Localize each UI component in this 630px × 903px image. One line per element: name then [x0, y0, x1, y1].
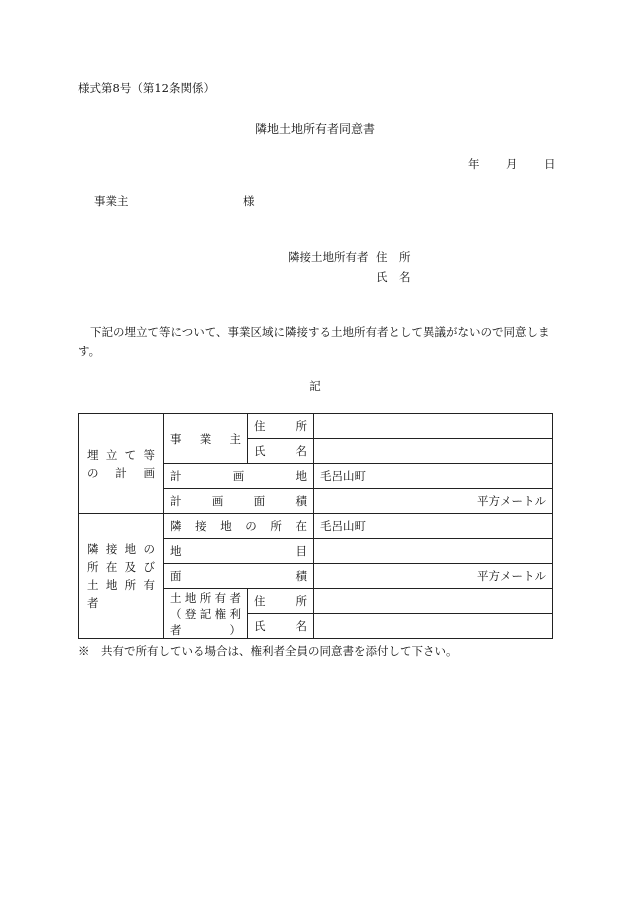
- business-owner-name-label: 氏名: [248, 439, 314, 464]
- date-day: 日: [544, 157, 556, 171]
- land-owner-cell: [164, 589, 248, 639]
- date-line: [468, 156, 556, 172]
- ki-heading: 記: [309, 379, 321, 393]
- plan-area-unit: 平方メートル: [314, 489, 553, 514]
- plan-area-label: 計画面積: [164, 489, 314, 514]
- land-owner-name-label: 氏名: [248, 614, 314, 639]
- adjacent-location-label: 隣接地の所在: [164, 514, 314, 539]
- recipient-label: 事業主: [94, 194, 129, 208]
- registered-holder-label: （登記権利者）: [170, 606, 241, 637]
- adjacent-location-value: 毛呂山町: [314, 514, 553, 539]
- plan-header: 埋 立 て 等 の 計 画: [79, 414, 164, 514]
- owner-name-label: 氏 名: [376, 270, 411, 284]
- area-unit: 平方メートル: [314, 564, 553, 589]
- land-owner-address-value: [314, 589, 553, 614]
- date-month: 月: [506, 157, 518, 171]
- land-owner-address-label: 住所: [248, 589, 314, 614]
- date-year: 年: [468, 157, 480, 171]
- land-owner-name-value: [314, 614, 553, 639]
- footnote: ※ 共有で所有している場合は、権利者全員の同意書を添付して下さい。: [78, 644, 458, 658]
- plan-location-value: 毛呂山町: [314, 464, 553, 489]
- business-owner-address-value: [314, 414, 553, 439]
- plan-location-label: 計画地: [164, 464, 314, 489]
- business-owner-label: 事業主: [164, 414, 248, 464]
- consent-statement: 下記の埋立て等について、事業区域に隣接する土地所有者として異議がないので同意します。: [78, 325, 550, 358]
- area-label: 面積: [164, 564, 314, 589]
- form-number: 様式第8号（第12条関係）: [78, 81, 215, 95]
- land-category-value: [314, 539, 553, 564]
- owner-address-label: 住 所: [376, 250, 411, 264]
- business-owner-address-label: 住所: [248, 414, 314, 439]
- adjacent-header: 隣 接 地 の 所 在 及 び 土 地 所 有 者: [79, 514, 164, 639]
- land-owner-label: 土地所有者: [170, 590, 241, 605]
- consent-table: [78, 413, 553, 639]
- document-title: 隣地土地所有者同意書: [254, 122, 375, 136]
- owner-label: 隣接土地所有者: [288, 250, 369, 264]
- recipient-suffix: 様: [243, 194, 255, 208]
- land-category-label: 地目: [164, 539, 314, 564]
- business-owner-name-value: [314, 439, 553, 464]
